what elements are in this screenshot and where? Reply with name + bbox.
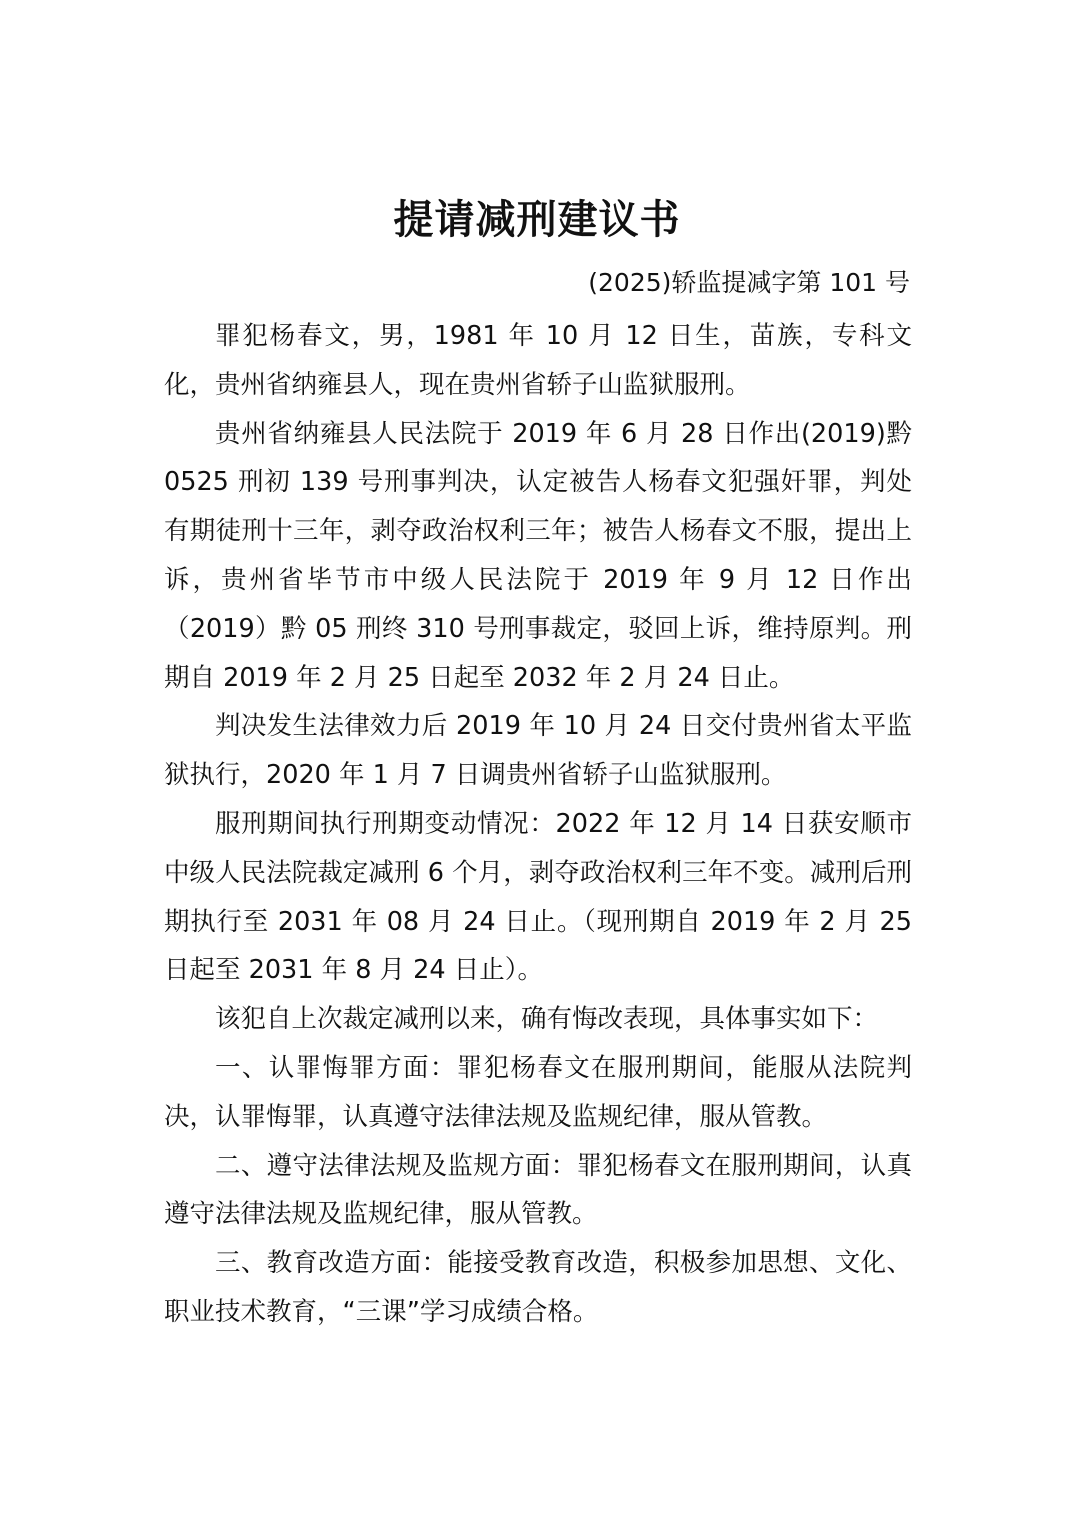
paragraph-judgment: 贵州省纳雍县人民法院于 2019 年 6 月 28 日作出(2019)黔 0525 刑初 139 号刑事判决，认定被告人杨春文犯强奸罪，判处有期徒刑十三年，剥夺政治权利三年；被告人杨春文不服，提出上诉，贵州省毕节市中级人民法院于 2019 年 9 月 12 日作出（2019）黔 05 刑终 310 号刑事裁定，驳回上诉，维持原判。刑期自 2019 年 2 月 25 日起至 2032 年 2 月 24 日止。 [164, 418, 912, 693]
document-number: (2025)轿监提减字第 101 号 [588, 268, 910, 297]
document-title: 提请减刑建议书 [393, 196, 681, 243]
paragraph-criminal-info: 罪犯杨春文，男，1981 年 10 月 12 日生，苗族，专科文化，贵州省纳雍县人，现在贵州省轿子山监狱服刑。 [164, 321, 912, 400]
paragraph-item-1: 一、认罪悔罪方面：罪犯杨春文在服刑期间，能服从法院判决，认罪悔罪，认真遵守法律法规及监规纪律，服从管教。 [164, 1052, 912, 1132]
paragraph-item-2: 二、遵守法律法规及监规方面：罪犯杨春文在服刑期间，认真遵守法律法规及监规纪律，服从管教。 [164, 1150, 912, 1230]
paragraph-sentence-changes: 服刑期间执行刑期变动情况：2022 年 12 月 14 日获安顺市中级人民法院裁定减刑 6 个月，剥夺政治权利三年不变。减刑后刑期执行至 2031 年 08 月 24 日止。（现刑期自 2019 年 2 月 25 日起至 2031 年 8 月 24 日止）。 [164, 808, 912, 986]
document-body [164, 312, 912, 1337]
paragraph-execution: 判决发生法律效力后 2019 年 10 月 24 日交付贵州省太平监狱执行，2020 年 1 月 7 日调贵州省轿子山监狱服刑。 [164, 711, 912, 791]
paragraph-repentance-intro: 该犯自上次裁定减刑以来，确有悔改表现，具体事实如下： [215, 1004, 879, 1035]
paragraph-item-3: 三、教育改造方面：能接受教育改造，积极参加思想、文化、职业技术教育，“三课”学习成绩合格。 [164, 1248, 912, 1327]
